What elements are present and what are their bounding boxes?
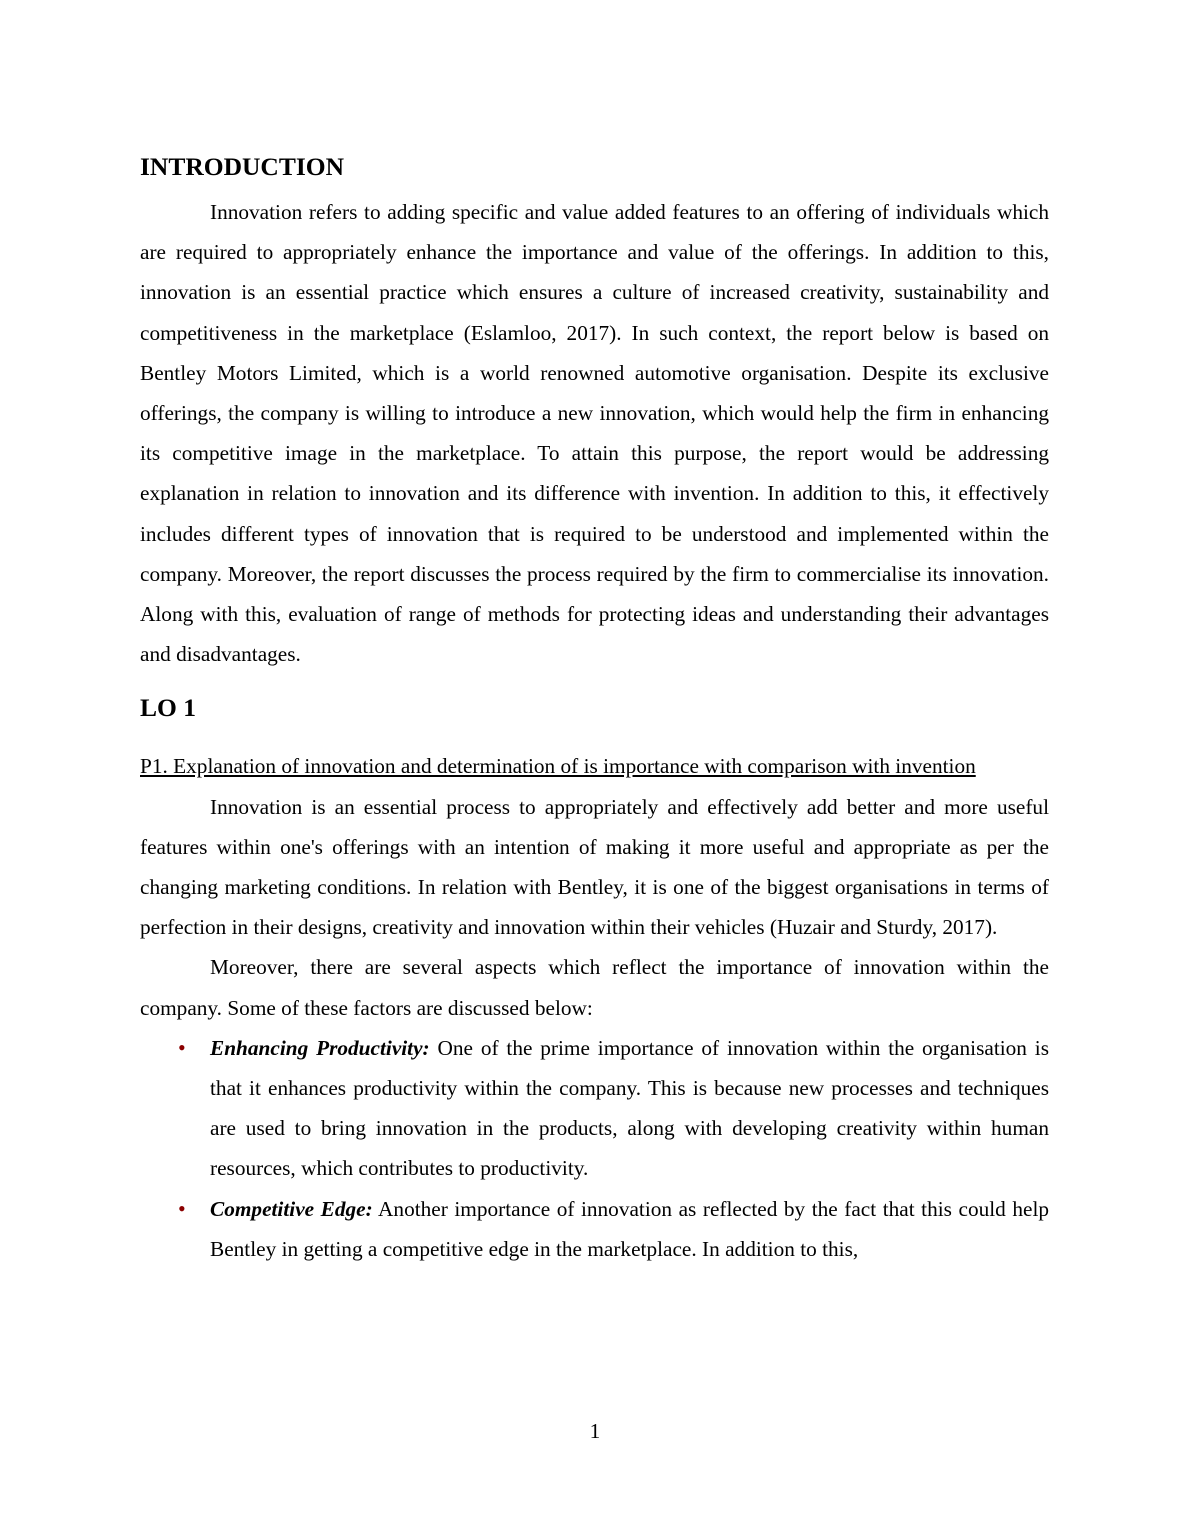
p1-paragraph-1: Innovation is an essential process to appropriately and effectively add better and more useful features within one's offerings with an intention of making it more useful and appropriate as per the changing marketing conditions. In relation with Bentley, it is one of the biggest organisations in terms of perfection in their designs, creativity and innovation within their vehicles (Huzair and Sturdy, 2017). (140, 794, 1049, 940)
round-bullet-icon: • (178, 1034, 186, 1060)
intro-heading: INTRODUCTION (140, 152, 345, 181)
bullet-title: Competitive Edge: (210, 1196, 373, 1221)
page-number: 1 (589, 1419, 601, 1443)
intro-paragraph: Innovation refers to adding specific and value added features to an offering of individuals which are required to appropriately enhance the importance and value of the offerings. In addition to this, innovation is an essential practice which ensures a culture of increased creativity, sustainability and competitiveness in the marketplace (Eslamloo, 2017). In such context, the report below is based on Bentley Motors Limited, which is a world renowned automotive organisation. Despite its exclusive offerings, the company is willing to introduce a new innovation, which would help the firm in enhancing its competitive image in the marketplace. To attain this purpose, the report would be addressing explanation in relation to innovation and its difference with invention. In addition to this, it effectively includes different types of innovation that is required to be understood and implemented within the company. Moreover, the report discusses the process required by the firm to commercialise its innovation. Along with this, evaluation of range of methods for protecting ideas and understanding their advantages and disadvantages. (140, 200, 1049, 667)
p1-subheading: P1. Explanation of innovation and determination of is importance with comparison with invention (140, 754, 976, 779)
list-item (140, 1028, 1049, 1189)
bullet-text: One of the prime importance of innovation within the organisation is that it enhances productivity within the company. This is because new processes and techniques are used to bring innovation in the products, along with developing creativity within human resources, which contributes to productivity. (210, 1035, 1049, 1181)
lo1-heading: LO 1 (140, 693, 196, 723)
p1-paragraph-2: Moreover, there are several aspects which reflect the importance of innovation within the company. Some of these factors are discussed below: (140, 955, 1049, 1020)
list-item (140, 1189, 1049, 1269)
bullet-title: Enhancing Productivity: (210, 1035, 430, 1060)
importance-list (140, 1028, 1049, 1269)
bullet-text: Another importance of innovation as reflected by the fact that this could help Bentley in getting a competitive edge in the marketplace. In addition to this, (210, 1196, 1050, 1261)
round-bullet-icon: • (178, 1195, 186, 1221)
page-content (140, 150, 1049, 1269)
